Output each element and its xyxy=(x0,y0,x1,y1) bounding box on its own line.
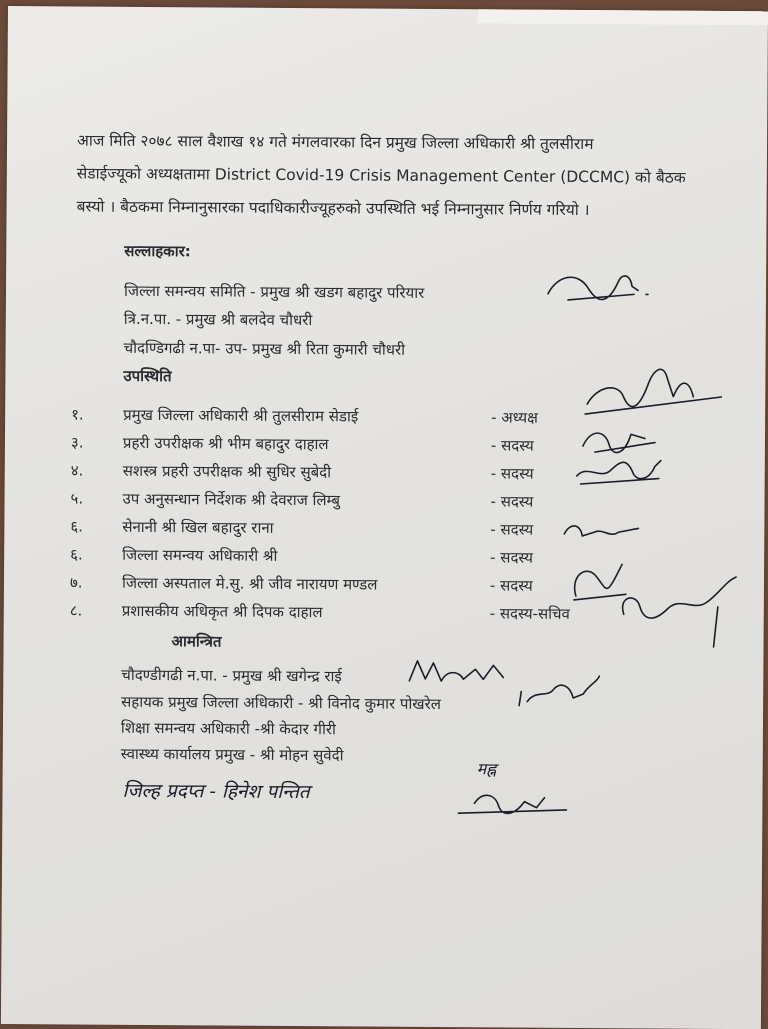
row-role: - सदस्य xyxy=(489,576,533,595)
signature-member xyxy=(558,514,648,549)
row-role: - सदस्य xyxy=(490,492,534,511)
row-name: उप अनुसन्धान निर्देशक श्री देवराज लिम्बु xyxy=(122,489,341,510)
invited-item: स्वास्थ्य कार्यालय प्रमुख - श्री मोहन सुवेदी xyxy=(120,744,344,765)
torn-paper-edge xyxy=(478,9,768,25)
intro-line: सेडाईज्यूको अध्यक्षतामा District Covid-19 Crisis Management Center (DCCMC) को बैठक xyxy=(76,164,686,187)
invited-item: चौदण्डीगढी न.पा. - प्रमुख श्री खगेन्द्र राई xyxy=(121,665,342,686)
invited-heading: आमन्त्रित xyxy=(171,632,222,651)
intro-paragraph xyxy=(76,124,757,228)
row-role: - सदस्य xyxy=(490,436,534,455)
intro-line: आज मिति २०७८ साल वैशाख १४ गते मंगलवारका दिन प्रमुख जिल्ला अधिकारी श्री तुलसीराम xyxy=(76,131,594,154)
row-role: - अध्यक्ष xyxy=(491,408,538,427)
row-role: - सदस्य xyxy=(490,548,534,567)
invited-item: सहायक प्रमुख जिल्ला अधिकारी - श्री विनोद कुमार पोखरेल xyxy=(121,692,441,714)
signature-chair xyxy=(577,356,727,427)
row-name: प्रहरी उपरीक्षक श्री भीम बहादुर दाहाल xyxy=(122,433,329,454)
row-number: ३. xyxy=(70,433,84,452)
signature-secretary xyxy=(614,570,755,651)
signature-invited xyxy=(403,655,513,692)
row-number: ७. xyxy=(69,573,83,592)
signature-invited xyxy=(513,674,603,715)
handwritten-note: मह्न xyxy=(476,759,497,779)
row-role: - सदस्य-सचिव xyxy=(489,604,570,623)
invited-item: शिक्षा समन्वय अधिकारी -श्री केदार गीरी xyxy=(120,718,337,739)
row-name: प्रशासकीय अधिकृत श्री दिपक दाहाल xyxy=(121,601,323,622)
advisor-item: जिल्ला समन्वय समिति - प्रमुख श्री खडग बहादुर परियार xyxy=(123,281,425,302)
row-name: प्रमुख जिल्ला अधिकारी श्री तुलसीराम सेडाई xyxy=(123,405,359,426)
row-number: १. xyxy=(71,405,84,424)
advisor-item: त्रि.न.पा. - प्रमुख श्री बलदेव चौधरी xyxy=(123,309,313,330)
row-number: ४. xyxy=(70,461,84,480)
row-name: जिल्ला समन्वय अधिकारी श्री xyxy=(122,545,278,565)
advisor-item: चौदण्डिगढी न.पा- उप- प्रमुख श्री रिता कुमारी चौधरी xyxy=(123,338,406,359)
row-name: सेनानी श्री खिल बहादुर राना xyxy=(122,517,274,537)
row-number: ६. xyxy=(70,545,83,564)
document-page xyxy=(1,6,768,1029)
row-name: जिल्ला अस्पताल मे.सु. श्री जीव नारायण मण्डल xyxy=(121,573,378,594)
signature-member xyxy=(571,450,671,495)
attendance-heading: उपस्थिति xyxy=(123,366,172,386)
row-number: ५. xyxy=(70,489,84,508)
row-number: ८. xyxy=(69,601,83,620)
signature-bottom xyxy=(454,785,574,826)
row-role: - सदस्य xyxy=(490,464,534,483)
intro-line: बस्यो । बैठकमा निम्नानुसारका पदाधिकारीज्यूहरुको उपस्थिति भई निम्नानुसार निर्णय गरियो । xyxy=(76,197,590,220)
advisors-heading: सल्लाहकार: xyxy=(124,241,191,261)
row-role: - सदस्य xyxy=(490,520,534,539)
row-name: सशस्त्र प्रहरी उपरीक्षक श्री सुधिर सुबेदी xyxy=(122,461,332,482)
row-number: ६. xyxy=(70,517,84,536)
handwritten-note: जिल्ह प्रदप्त - हिनेश पन्तित xyxy=(122,779,310,804)
signature-advisor xyxy=(538,264,658,315)
